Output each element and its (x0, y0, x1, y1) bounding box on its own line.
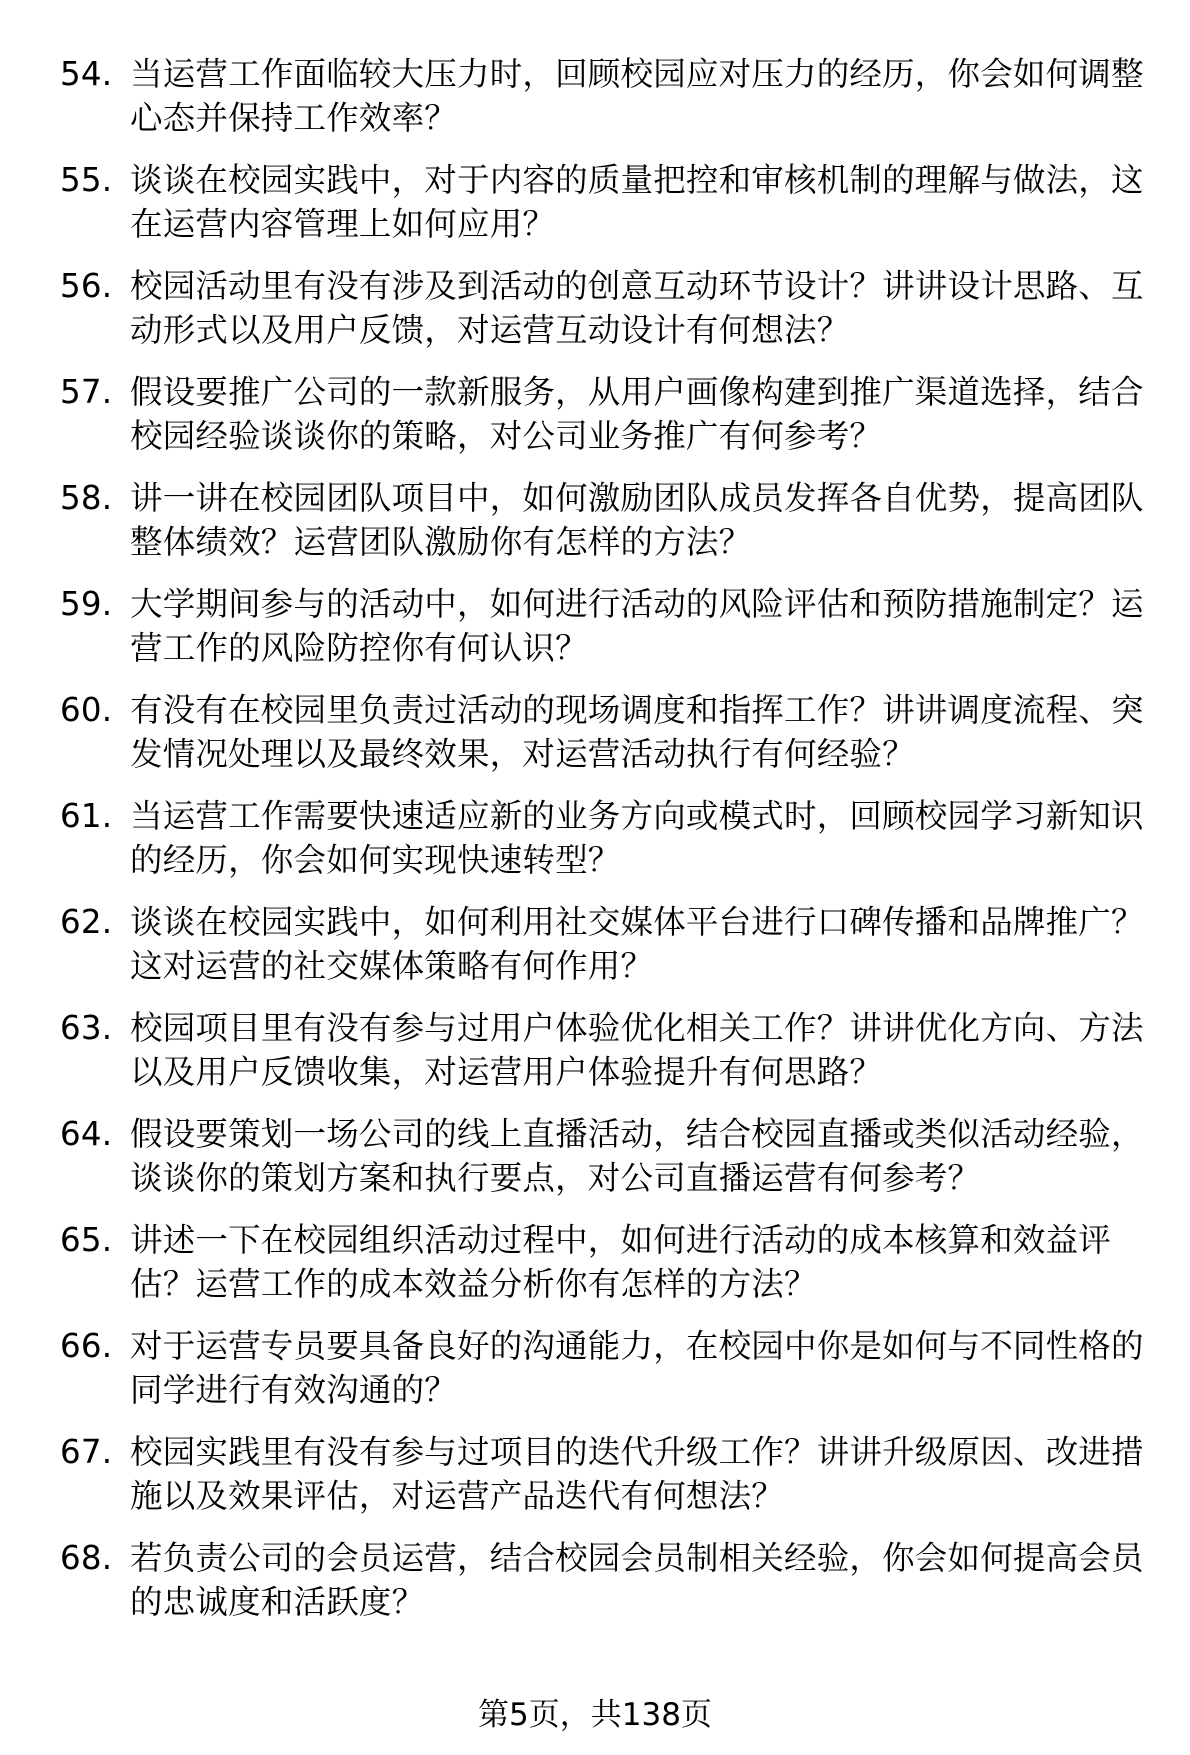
question-number: 54. (60, 55, 113, 93)
question-item (60, 1430, 1150, 1518)
question-number: 67. (60, 1433, 113, 1471)
question-text: 对于运营专员要具备良好的沟通能力，在校园中你是如何与不同性格的同学进行有效沟通的？ (130, 1327, 1144, 1409)
question-number: 60. (60, 691, 113, 729)
question-text: 校园实践里有没有参与过项目的迭代升级工作？讲讲升级原因、改进措施以及效果评估，对运营产品迭代有何想法？ (130, 1433, 1144, 1515)
question-text: 讲述一下在校园组织活动过程中，如何进行活动的成本核算和效益评估？运营工作的成本效益分析你有怎样的方法？ (130, 1221, 1112, 1303)
question-item (60, 1536, 1150, 1624)
question-item (60, 476, 1150, 564)
question-item (60, 900, 1150, 988)
question-text: 讲一讲在校园团队项目中，如何激励团队成员发挥各自优势，提高团队整体绩效？运营团队激励你有怎样的方法？ (130, 479, 1144, 561)
question-text: 若负责公司的会员运营，结合校园会员制相关经验，你会如何提高会员的忠诚度和活跃度？ (130, 1539, 1144, 1621)
question-number: 58. (60, 479, 113, 517)
question-text: 谈谈在校园实践中，如何利用社交媒体平台进行口碑传播和品牌推广？这对运营的社交媒体策略有何作用？ (130, 903, 1144, 985)
question-number: 57. (60, 373, 113, 411)
question-item (60, 794, 1150, 882)
question-number: 59. (60, 585, 113, 623)
question-text: 谈谈在校园实践中，对于内容的质量把控和审核机制的理解与做法，这在运营内容管理上如何应用？ (130, 161, 1144, 243)
question-number: 55. (60, 161, 113, 199)
question-number: 65. (60, 1221, 113, 1259)
question-text: 假设要策划一场公司的线上直播活动，结合校园直播或类似活动经验，谈谈你的策划方案和执行要点，对公司直播运营有何参考？ (130, 1115, 1144, 1197)
question-number: 66. (60, 1327, 113, 1365)
question-text: 有没有在校园里负责过活动的现场调度和指挥工作？讲讲调度流程、突发情况处理以及最终效果，对运营活动执行有何经验？ (130, 691, 1144, 773)
question-item (60, 1006, 1150, 1094)
question-number: 64. (60, 1115, 113, 1153)
question-item (60, 582, 1150, 670)
question-item (60, 264, 1150, 352)
question-item (60, 1324, 1150, 1412)
question-list (60, 52, 1150, 1642)
question-item (60, 1218, 1150, 1306)
question-text: 假设要推广公司的一款新服务，从用户画像构建到推广渠道选择，结合校园经验谈谈你的策略，对公司业务推广有何参考？ (130, 373, 1144, 455)
question-number: 62. (60, 903, 113, 941)
question-number: 56. (60, 267, 113, 305)
question-number: 61. (60, 797, 113, 835)
question-text: 校园活动里有没有涉及到活动的创意互动环节设计？讲讲设计思路、互动形式以及用户反馈，对运营互动设计有何想法？ (130, 267, 1144, 349)
question-text: 当运营工作面临较大压力时，回顾校园应对压力的经历，你会如何调整心态并保持工作效率？ (130, 55, 1144, 137)
question-item (60, 370, 1150, 458)
question-item (60, 688, 1150, 776)
question-text: 大学期间参与的活动中，如何进行活动的风险评估和预防措施制定？运营工作的风险防控你有何认识？ (130, 585, 1144, 667)
question-text: 校园项目里有没有参与过用户体验优化相关工作？讲讲优化方向、方法以及用户反馈收集，对运营用户体验提升有何思路？ (130, 1009, 1144, 1091)
page-footer: 第5页，共138页 (478, 1697, 712, 1733)
question-number: 63. (60, 1009, 113, 1047)
question-number: 68. (60, 1539, 113, 1577)
question-item (60, 52, 1150, 140)
question-item (60, 1112, 1150, 1200)
question-text: 当运营工作需要快速适应新的业务方向或模式时，回顾校园学习新知识的经历，你会如何实现快速转型？ (130, 797, 1144, 879)
question-item (60, 158, 1150, 246)
